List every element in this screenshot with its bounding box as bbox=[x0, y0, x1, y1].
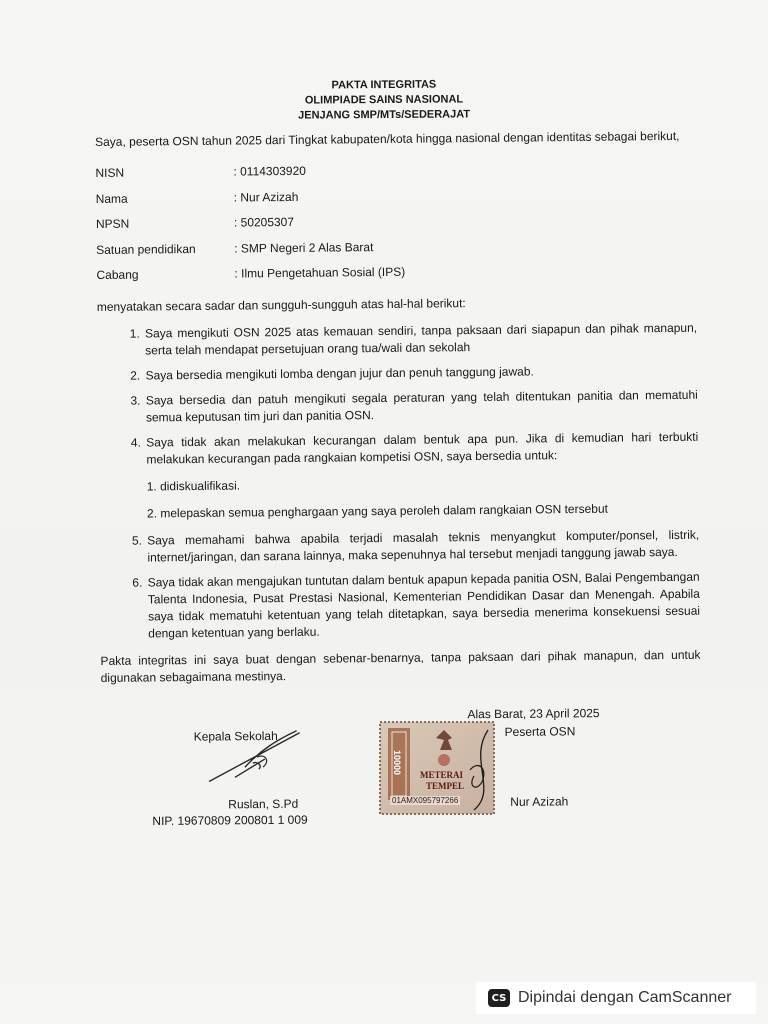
identity-value: : Nur Azizah bbox=[233, 189, 299, 205]
identity-label: Nama bbox=[95, 191, 128, 206]
identity-row-cabang bbox=[96, 261, 696, 293]
camscanner-text: Dipindai dengan CamScanner bbox=[518, 989, 732, 1006]
stamp-value: 10000 bbox=[392, 750, 402, 776]
declaration-intro: menyatakan secara sadar dan sungguh-sungguh atas hal-hal berikut: bbox=[96, 295, 466, 314]
meterai-stamp bbox=[378, 720, 496, 816]
list-item bbox=[144, 428, 699, 522]
point-text: Saya tidak akan melakukan kecurangan dalam bentuk apa pun. Jika di kemudian hari terbukti melakukan kecurangan pada rangkaian kompetisi OSN, saya bersedia untuk: bbox=[146, 429, 699, 466]
identity-label: NISN bbox=[95, 165, 125, 180]
identity-label: Cabang bbox=[96, 267, 139, 282]
point-text: Saya tidak akan mengajukan tuntutan dalam bentuk apapun kepada panitia OSN, Balai Pengembangan Talenta Indonesia, Pusat Prestasi Nasional, Kementerian Pendidikan Dasar dan Menengah. Apabila saya tidak mematuhi ketentuan yang telah ditetapkan, saya bersedia menerima konsekuensi sesuai dengan ketentuan yang berlaku. bbox=[147, 569, 701, 640]
list-item bbox=[143, 361, 697, 384]
identity-label: NPSN bbox=[95, 216, 130, 231]
identity-value: : SMP Negeri 2 Alas Barat bbox=[234, 239, 374, 256]
point-text: Saya mengikuti OSN 2025 atas kemauan sendiri, tanpa paksaan dari siapapun dan pihak manapun, serta telah mendapat persetujuan orang tua/wali dan sekolah bbox=[145, 320, 698, 357]
declaration-list bbox=[97, 319, 700, 642]
point-text: Saya bersedia mengikuti lomba dengan jujur dan penuh tanggung jawab. bbox=[145, 363, 534, 382]
participant-title: Peserta OSN bbox=[504, 724, 576, 739]
list-item bbox=[146, 568, 701, 642]
sub-item: 2. melepaskan semua penghargaan yang saya peroleh dalam rangkaian OSN tersebut bbox=[146, 501, 608, 520]
list-item bbox=[143, 319, 697, 359]
identity-value: : 0114303920 bbox=[233, 163, 306, 179]
camscanner-watermark bbox=[476, 982, 756, 1014]
sub-item: 1. didiskualifikasi. bbox=[146, 478, 241, 493]
place-date: Alas Barat, 23 April 2025 bbox=[467, 706, 600, 722]
document-body bbox=[95, 128, 701, 699]
title-line-2: OLIMPIADE SAINS NASIONAL bbox=[304, 93, 464, 107]
headmaster-signature bbox=[205, 723, 306, 786]
identity-label: Satuan pendidikan bbox=[96, 241, 196, 257]
identity-value: : Ilmu Pengetahuan Sosial (IPS) bbox=[234, 264, 406, 281]
headmaster-name: Ruslan, S.Pd bbox=[228, 796, 299, 812]
stamp-text-1: METERAI bbox=[420, 770, 464, 780]
closing-paragraph: Pakta integritas ini saya buat dengan sebenar-benarnya, tanpa paksaan dari pihak manapun, dan untuk digunakan sebagaimana mestinya. bbox=[100, 647, 701, 685]
headmaster-nip: NIP. 19670809 200801 1 009 bbox=[152, 812, 308, 829]
title-line-3: JENJANG SMP/MTs/SEDERAJAT bbox=[298, 108, 471, 122]
sub-list bbox=[147, 472, 699, 522]
list-item bbox=[144, 386, 698, 426]
document-title bbox=[0, 75, 768, 125]
point-text: Saya bersedia dan patuh mengikuti segala peraturan yang telah ditentukan panitia dan mematuhi semua keputusan tim juri dan panitia OSN. bbox=[145, 387, 698, 424]
intro-paragraph: Saya, peserta OSN tahun 2025 dari Tingkat kabupaten/kota hingga nasional dengan identitas sebagai berikut, bbox=[95, 128, 680, 149]
list-item bbox=[145, 526, 699, 566]
headmaster-title: Kepala Sekolah bbox=[193, 728, 278, 744]
camscanner-logo-icon: CS bbox=[488, 989, 510, 1007]
participant-name: Nur Azizah bbox=[510, 794, 569, 809]
identity-value: : 50205307 bbox=[233, 214, 295, 230]
stamp-serial: 01AMX095797266 bbox=[392, 796, 459, 805]
stamp-text-2: TEMPEL bbox=[426, 781, 465, 791]
title-line-1: PAKTA INTEGRITAS bbox=[331, 78, 437, 92]
point-text: Saya memahami bahwa apabila terjadi masalah teknis menyangkut komputer/ponsel, listrik, internet/jaringan, dan sarana lainnya, maka sepenuhnya hal tersebut menjadi tanggung jawab saya. bbox=[147, 527, 700, 564]
identity-table bbox=[95, 159, 696, 293]
